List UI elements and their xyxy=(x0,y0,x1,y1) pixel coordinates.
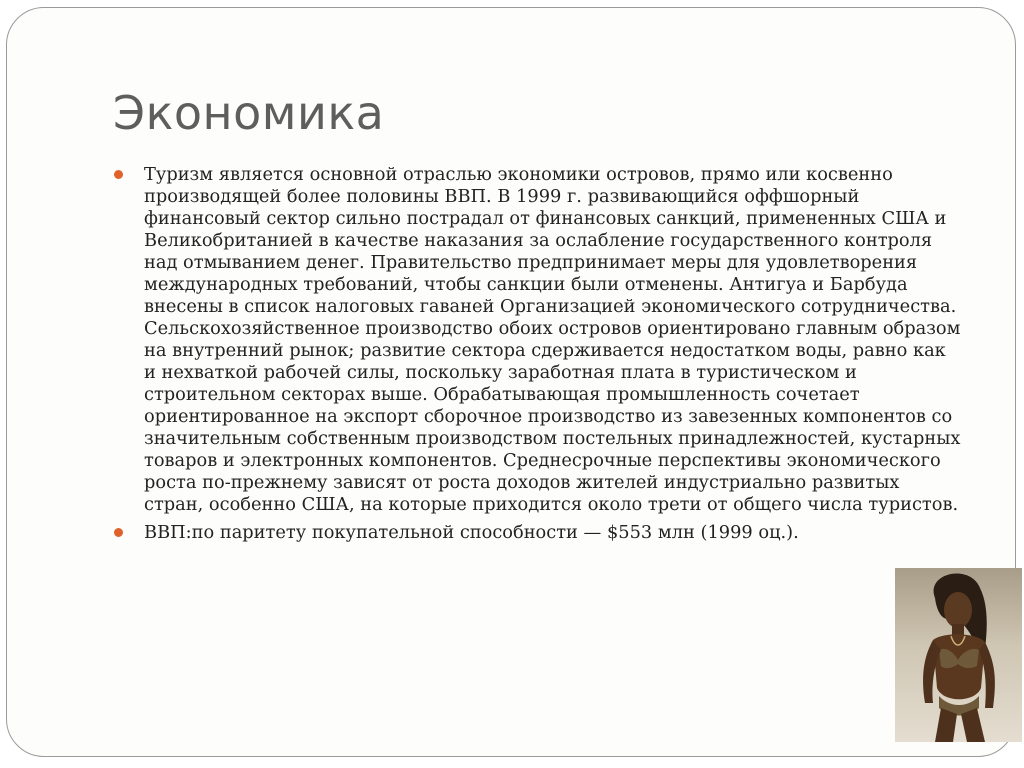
bullet-text: ВВП:по паритету покупательной способности — $553 млн (1999 оц.). xyxy=(144,522,799,543)
bullet-dot-icon xyxy=(114,170,123,179)
bullet-list xyxy=(112,164,962,550)
list-item xyxy=(112,164,962,516)
list-item xyxy=(112,522,962,544)
bullet-dot-icon xyxy=(114,528,123,537)
photo-woman-icon xyxy=(895,568,1022,742)
slide-title: Экономика xyxy=(113,86,385,140)
bullet-text: Туризм является основной отраслью экономики островов, прямо или косвенно производящей более половины ВВП. В 1999 г. развивающийся оффшорный финансовый сектор сильно пострадал от финансовых санкций, примененных США и Великобританией в качестве наказания за ослабление государственного контроля над отмыванием денег. Правительство предпринимает меры для удовлетворения международных требований, чтобы санкции были отменены. Антигуа и Барбуда внесены в список налоговых гаваней Организацией экономического сотрудничества. Сельскохозяйственное производство обоих островов ориентировано главным образом на внутренний рынок; развитие сектора сдерживается недостатком воды, равно как и нехваткой рабочей силы, поскольку заработная плата в туристическом и строительном секторах выше. Обрабатывающая промышленность сочетает ориентированное на экспорт сборочное производство из завезенных компонентов со значительным собственным производством постельных принадлежностей, кустарных товаров и электронных компонентов. Среднесрочные перспективы экономического роста по-прежнему зависят от роста доходов жителей индустриально развитых стран, особенно США, на которые приходится около трети от общего числа туристов. xyxy=(144,164,961,515)
